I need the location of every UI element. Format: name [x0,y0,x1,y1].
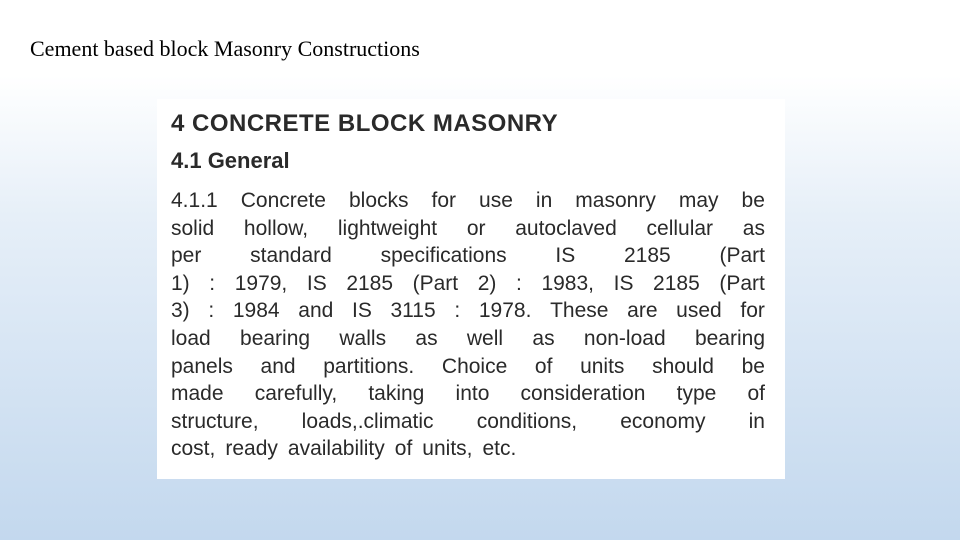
paragraph-line: 4.1.1 Concrete blocks for use in masonry may be [171,189,765,212]
subsection-heading: 4.1 General [171,148,290,173]
paragraph-line: per standard specifications IS 2185 (Part [171,244,765,268]
paragraph-line: cost, ready availability of units, etc. [171,437,517,461]
paragraph-line: made carefully, taking into consideration type of [171,382,765,406]
paragraph-line: structure, loads,.climatic conditions, economy in [171,409,765,433]
document-scan-image [157,99,785,479]
paragraph-line: load bearing walls as well as non-load bearing [171,326,765,350]
clause-paragraph [171,187,765,463]
section-heading: 4 CONCRETE BLOCK MASONRY [171,110,559,137]
paragraph-line: 1) : 1979, IS 2185 (Part 2) : 1983, IS 2185 (Part [171,271,765,295]
slide-title: Cement based block Masonry Constructions [30,36,420,61]
paragraph-line: 3) : 1984 and IS 3115 : 1978. These are used for [171,299,765,323]
paragraph-line: solid hollow, lightweight or autoclaved cellular as [171,216,765,240]
paragraph-line: panels and partitions. Choice of units should be [171,354,765,378]
